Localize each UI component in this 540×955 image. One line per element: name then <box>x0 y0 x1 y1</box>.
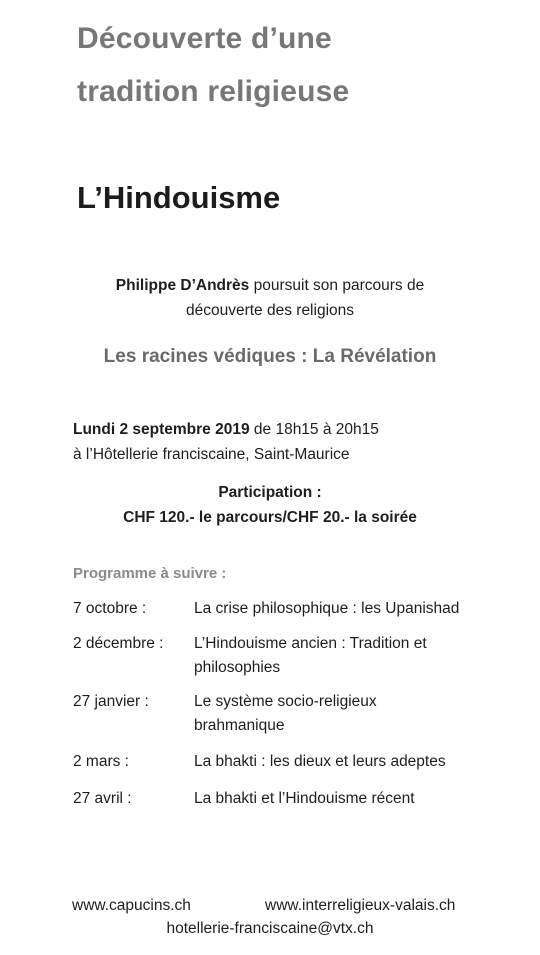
lecture-title: Les racines védiques : La Révélation <box>103 346 437 367</box>
programme-date: 2 mars : <box>73 753 129 770</box>
programme-date: 27 avril : <box>73 790 132 807</box>
programme-date: 7 octobre : <box>73 600 147 617</box>
intro-line-1 <box>0 275 540 297</box>
programme-topic: La bhakti et l’Hindouisme récent <box>194 790 415 807</box>
intro-line-2: découverte des religions <box>185 302 355 319</box>
speaker-name: Philippe D’Andrès <box>115 277 250 294</box>
event-date-line <box>73 421 379 439</box>
title-line-1: Découverte d’une <box>77 22 332 55</box>
programme-topic: La crise philosophique : les Upanishad <box>194 600 460 617</box>
footer-link-interreligieux[interactable]: www.interreligieux-valais.ch <box>265 897 456 914</box>
event-date: Lundi 2 septembre 2019 <box>73 421 250 438</box>
subject-heading: L’Hindouisme <box>77 180 281 215</box>
title-line-2: tradition religieuse <box>77 75 350 108</box>
footer-email[interactable]: hotellerie-franciscaine@vtx.ch <box>166 920 374 937</box>
programme-heading: Programme à suivre : <box>73 565 227 582</box>
programme-topic: La bhakti : les dieux et leurs adeptes <box>194 753 446 770</box>
programme-date: 27 janvier : <box>73 693 149 710</box>
footer-link-capucins[interactable]: www.capucins.ch <box>72 897 191 914</box>
participation-prices: CHF 120.- le parcours/CHF 20.- la soirée <box>123 509 417 526</box>
programme-topic-cont: philosophies <box>194 659 281 676</box>
intro-text-1: poursuit son parcours de <box>249 277 425 294</box>
event-time: de 18h15 à 20h15 <box>249 421 379 438</box>
event-place: à l’Hôtellerie franciscaine, Saint-Maurice <box>73 446 350 463</box>
programme-topic: L’Hindouisme ancien : Tradition et <box>194 635 427 652</box>
programme-topic-cont: brahmanique <box>194 717 285 734</box>
programme-topic: Le système socio-religieux <box>194 693 377 710</box>
programme-date: 2 décembre : <box>73 635 164 652</box>
participation-label: Participation : <box>218 484 322 501</box>
